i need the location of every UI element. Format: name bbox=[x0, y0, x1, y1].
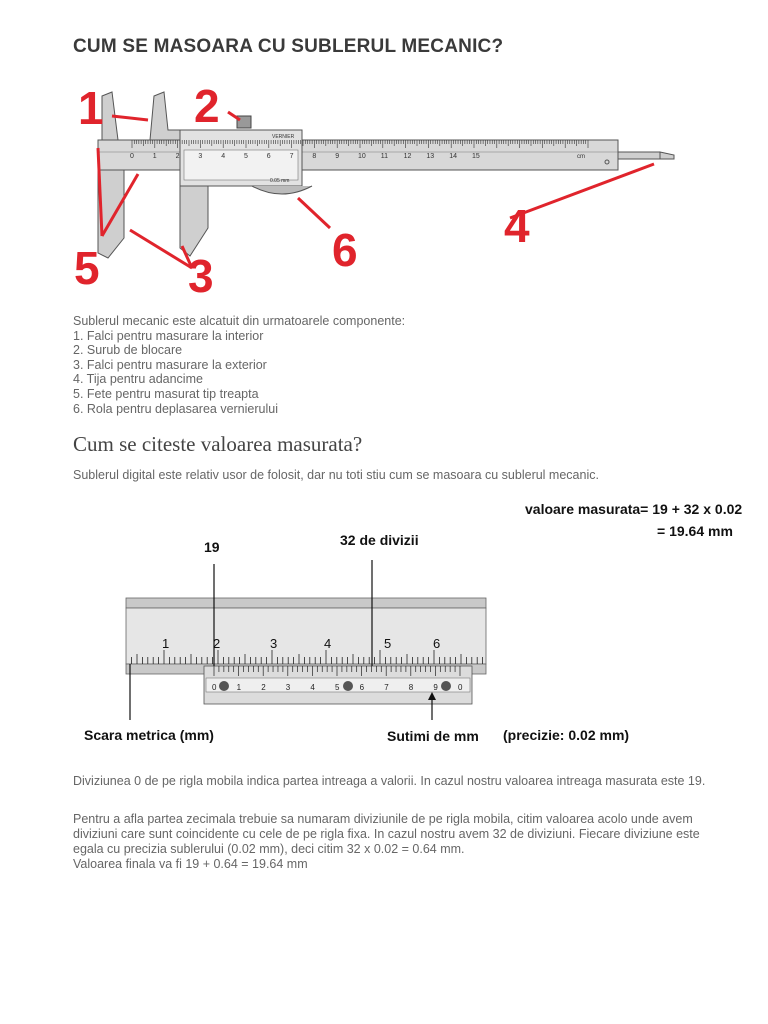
main-tick-label: 4 bbox=[324, 636, 332, 651]
vernier-tick-label: 4 bbox=[310, 683, 315, 692]
reading-diagram bbox=[0, 490, 768, 760]
callout-3: 3 bbox=[188, 250, 214, 300]
vernier-tick-label: 1 bbox=[236, 683, 242, 692]
vernier-tick-label: 2 bbox=[261, 683, 266, 692]
section-heading: Cum se citeste valoarea masurata? bbox=[73, 432, 363, 456]
caliper-tick-label: 6 bbox=[266, 153, 271, 160]
formula-line1: valoare masurata= 19 + 32 x 0.02 bbox=[525, 501, 743, 517]
main-tick-label: 3 bbox=[270, 636, 278, 651]
vernier-tick-label: 9 bbox=[433, 683, 438, 692]
vernier-precision-label: 0.05 mm bbox=[270, 178, 290, 184]
caliper-tick-label: 14 bbox=[449, 153, 457, 160]
component-item: 4. Tija pentru adancime bbox=[73, 372, 203, 387]
vernier-tick-label: 7 bbox=[384, 683, 389, 692]
paragraph-integer-part: Diviziunea 0 de pe rigla mobila indica partea intreaga a valorii. In cazul nostru valoarea intreaga masurata este 19. bbox=[73, 774, 706, 788]
brand-label: VERNIER bbox=[272, 134, 295, 140]
section-lead: Sublerul digital este relativ usor de folosit, dar nu toti stiu cum se masoara cu sublerul mecanic. bbox=[73, 468, 599, 482]
vernier-tick-label: 0 bbox=[458, 683, 463, 692]
callout-2: 2 bbox=[194, 80, 220, 132]
vernier-tick-label: 3 bbox=[285, 683, 291, 692]
component-item: 2. Surub de blocare bbox=[73, 343, 183, 358]
label-19: 19 bbox=[204, 539, 220, 555]
component-item: 5. Fete pentru masurat tip treapta bbox=[73, 386, 259, 401]
components-list bbox=[73, 314, 405, 416]
caliper-tick-label: 13 bbox=[426, 153, 435, 160]
component-item: 6. Rola pentru deplasarea vernierului bbox=[73, 401, 278, 416]
vernier-tick-label: 5 bbox=[335, 683, 340, 692]
vernier-tick-label: 6 bbox=[359, 683, 365, 692]
formula-line2: = 19.64 mm bbox=[657, 523, 733, 539]
caliper-tick-label: 4 bbox=[221, 153, 226, 160]
caliper-tick-label: 11 bbox=[380, 153, 389, 160]
label-metric-scale: Scara metrica (mm) bbox=[84, 727, 214, 743]
component-item: 3. Falci pentru masurare la exterior bbox=[73, 357, 267, 372]
caliper-tick-label: 8 bbox=[312, 153, 317, 160]
caliper-tick-label: 0 bbox=[130, 153, 134, 160]
paragraph-final-value: Valoarea finala va fi 19 + 0.64 = 19.64 mm bbox=[73, 857, 308, 871]
caliper-tick-label: 12 bbox=[403, 153, 412, 160]
callout-4: 4 bbox=[504, 200, 530, 252]
vernier-tick-label: 0 bbox=[212, 683, 217, 692]
components-lead: Sublerul mecanic este alcatuit din urmatoarele componente: bbox=[73, 314, 406, 328]
caliper-tick-label: 15 bbox=[472, 153, 480, 160]
main-tick-label: 6 bbox=[433, 636, 441, 651]
label-divisions: 32 de divizii bbox=[340, 532, 419, 548]
caliper-tick-label: 7 bbox=[289, 153, 294, 160]
unit-label: cm bbox=[577, 154, 585, 160]
label-precision: (precizie: 0.02 mm) bbox=[503, 727, 630, 743]
caliper-tick-label: 1 bbox=[152, 153, 157, 160]
caliper-tick-label: 9 bbox=[335, 153, 340, 160]
main-tick-label: 1 bbox=[162, 636, 170, 651]
paragraph-decimal-text: Pentru a afla partea zecimala trebuie sa numaram diviziunile de pe rigla mobila, citim valoarea acolo unde avem diviziuni care sunt coincidente cu cele de pe rigla fixa. In cazul nostru avem 32 de diviziuni. Fiecare diviziune este egala cu precizia sublerului (0.02 mm), deci citim 32 x 0.02 = 0.64 mm. bbox=[73, 812, 700, 856]
caliper-tick-label: 5 bbox=[244, 153, 248, 160]
caliper-tick-label: 2 bbox=[175, 153, 180, 160]
main-tick-label: 5 bbox=[384, 636, 392, 651]
page-title: CUM SE MASOARA CU SUBLERUL MECANIC? bbox=[73, 36, 504, 57]
vernier-tick-label: 8 bbox=[408, 683, 414, 692]
label-hundredths: Sutimi de mm bbox=[387, 728, 479, 744]
caliper-diagram bbox=[72, 78, 682, 300]
component-item: 1. Falci pentru masurare la interior bbox=[73, 328, 264, 343]
callout-5: 5 bbox=[74, 242, 100, 294]
main-tick-label: 2 bbox=[213, 636, 221, 651]
callout-6: 6 bbox=[332, 224, 358, 276]
caliper-tick-label: 10 bbox=[358, 153, 366, 160]
callout-1: 1 bbox=[78, 82, 104, 134]
caliper-tick-label: 3 bbox=[198, 153, 203, 160]
paragraph-decimal-part bbox=[73, 812, 713, 872]
